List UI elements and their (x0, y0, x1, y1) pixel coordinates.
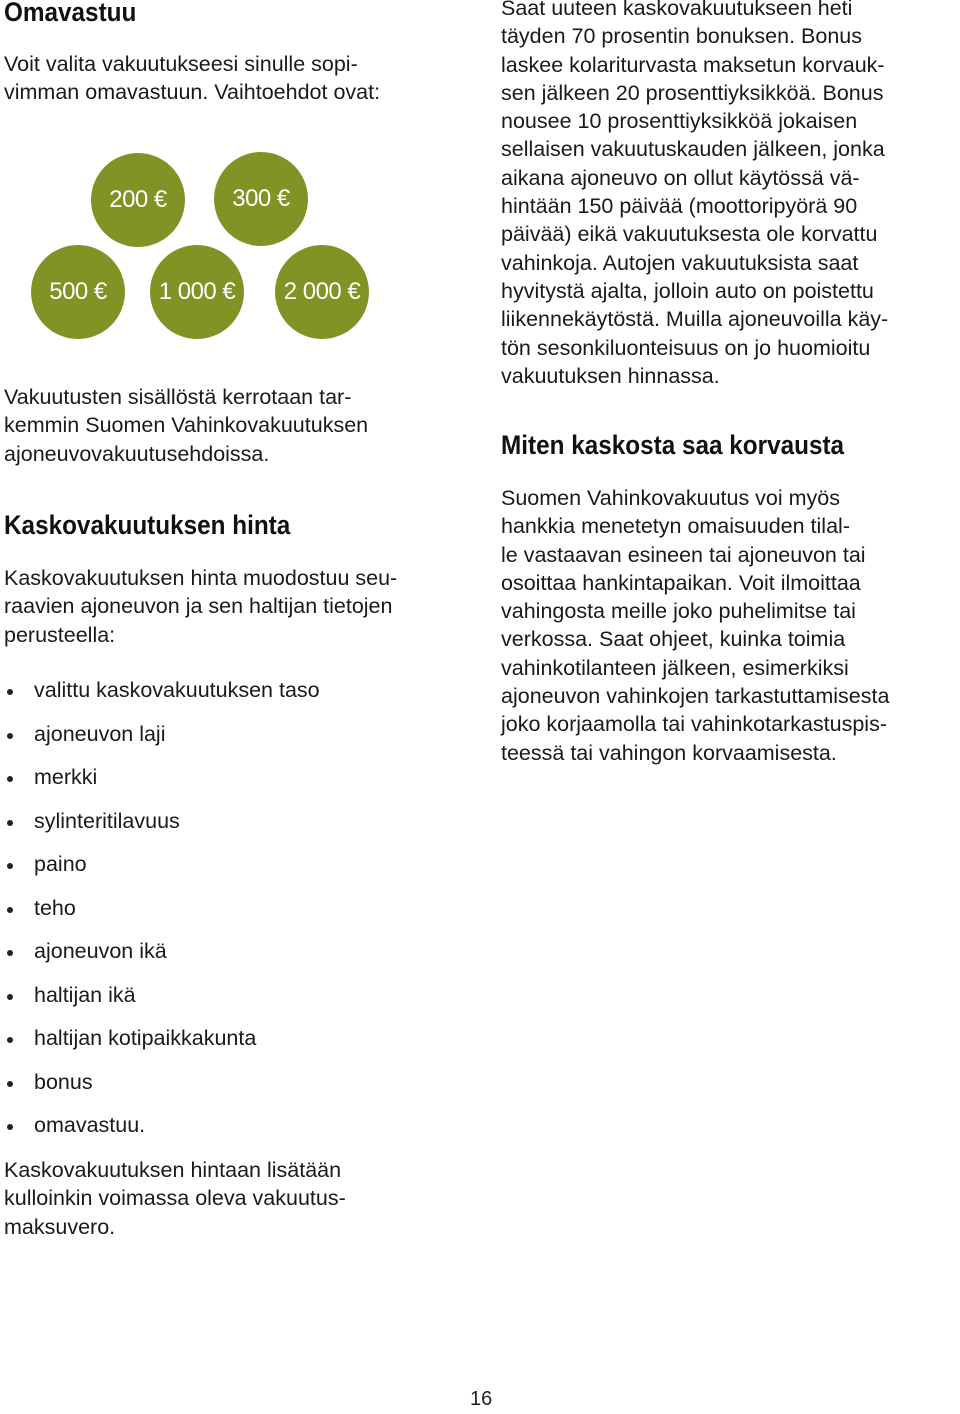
page-number: 16 (470, 1388, 493, 1410)
bullet-icon (7, 1124, 13, 1130)
bullet-icon (7, 733, 13, 739)
list-item: merkki (4, 756, 320, 800)
omavastuu-heading: Omavastuu (4, 0, 137, 27)
claims-text: Suomen Vahinkovakuutus voi myös hankkia menetetyn omaisuuden tilal- le vastaavan esineen tai ajoneuvon tai osoittaa hankintapaikan. Voit ilmoittaa vahingosta meille joko puhelimitse tai verkossa. Saat ohjeet, kuinka toimia vahinkotilanteen jälkeen, esimerkiksi ajoneuvon vahinkojen tarkastuttamisesta joko korjaamolla tai vahinkotarkastuspis- teessä tai vahingon korvaamisesta. (501, 486, 890, 765)
deductible-intro: Voit valita vakuutukseesi sinulle sopi- vimman omavastuun. Vaihtoehdot ovat: (4, 52, 381, 105)
price-intro: Kaskovakuutuksen hinta muodostuu seu- raavien ajoneuvon ja sen haltijan tietojen perusteella: (4, 566, 398, 647)
bonus-text: Saat uuteen kaskovakuutukseen heti täyden 70 prosentin bonuksen. Bonus laskee kolariturvasta maksetun korvauk- sen jälkeen 20 prosenttiyksikköä. Bonus nousee 10 prosenttiyksikköä jokaisen sellaisen vakuutuskauden jälkeen, jonka aikana ajoneuvo on ollut käytössä vä- hintään 150 päivää (moottoripyörä 90 päivää) eikä vakuutuksesta ole korvattu vahinkoja. Autojen vakuutuksista saat hyvitystä ajalta, jolloin auto on poistettu liikennekäytöstä. Muilla ajoneuvoilla käy- tön sesonkiluonteisuus on jo huomioitu vakuutuksen hinnassa. (501, 0, 889, 388)
bullet-icon (7, 994, 13, 1000)
bullet-icon (7, 950, 13, 956)
list-item: haltijan kotipaikkakunta (4, 1017, 320, 1061)
deductible-option-500: 500 € (31, 245, 125, 339)
bullet-icon (7, 1037, 13, 1043)
deductible-option-300: 300 € (214, 152, 308, 246)
list-item: haltijan ikä (4, 974, 320, 1018)
price-heading: Kaskovakuutuksen hinta (4, 510, 291, 540)
deductible-option-200: 200 € (91, 153, 185, 247)
list-item: ajoneuvon laji (4, 713, 320, 757)
list-item: paino (4, 843, 320, 887)
list-item: bonus (4, 1061, 320, 1105)
price-factor-list (4, 669, 320, 1148)
list-item: omavastuu. (4, 1104, 320, 1148)
list-item: teho (4, 887, 320, 931)
bullet-icon (7, 820, 13, 826)
deductible-option-2000: 2 000 € (275, 245, 369, 339)
bullet-icon (7, 863, 13, 869)
deductible-option-1000: 1 000 € (150, 245, 244, 339)
claims-heading: Miten kaskosta saa korvausta (501, 430, 845, 460)
list-item: valittu kaskovakuutuksen taso (4, 669, 320, 713)
bullet-icon (7, 907, 13, 913)
terms-reference: Vakuutusten sisällöstä kerrotaan tar- kemmin Suomen Vahinkovakuutuksen ajoneuvovakuutusehdoissa. (4, 385, 369, 466)
bullet-icon (7, 1081, 13, 1087)
list-item: ajoneuvon ikä (4, 930, 320, 974)
tax-note: Kaskovakuutuksen hintaan lisätään kulloinkin voimassa oleva vakuutus- maksuvero. (4, 1158, 346, 1239)
list-item: sylinteritilavuus (4, 800, 320, 844)
bullet-icon (7, 689, 13, 695)
bullet-icon (7, 776, 13, 782)
